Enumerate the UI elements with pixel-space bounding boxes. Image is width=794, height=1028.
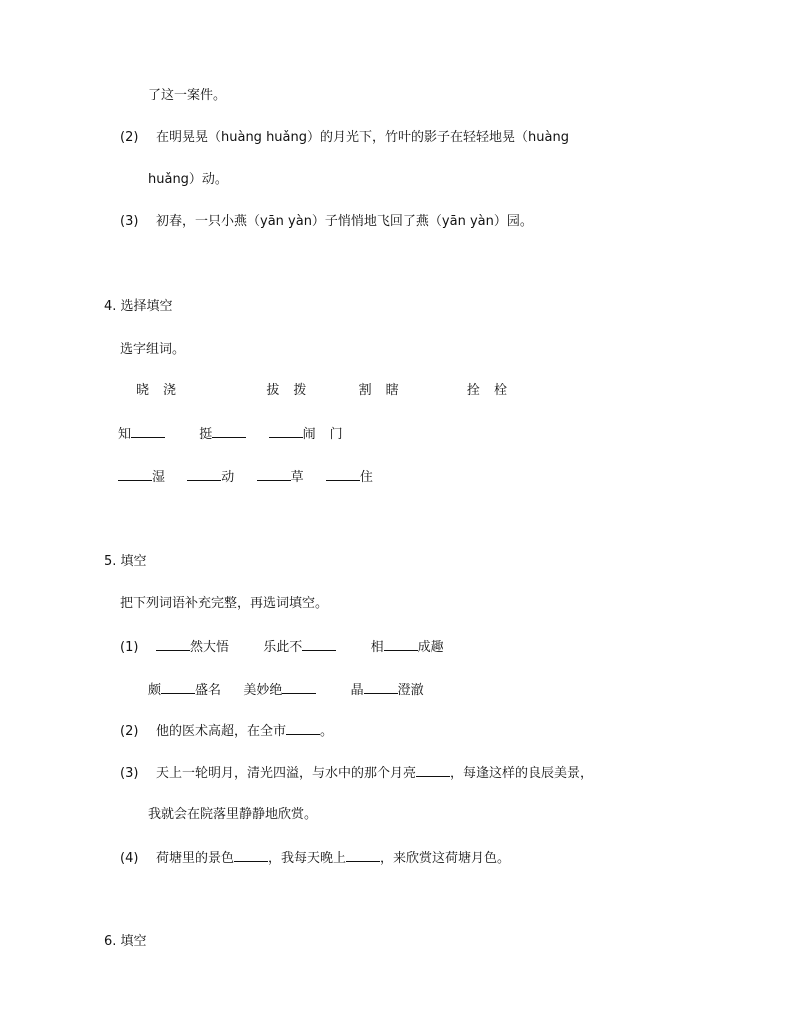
q4-instruction: 选字组词。 (120, 342, 186, 357)
idiom-part: 盛名 (195, 683, 222, 698)
q3-item-2-line2: huǎng）动。 (148, 172, 228, 187)
item-text: ，我每天晚上 (268, 851, 347, 866)
choice-char: 割 (358, 383, 372, 398)
q5-item-3 (120, 762, 593, 784)
fill-blank[interactable] (187, 466, 221, 481)
word-char: 草 (290, 470, 304, 485)
item-text: 。 (320, 724, 334, 739)
word-char: 闹 (302, 427, 316, 442)
fill-blank[interactable] (282, 679, 316, 694)
q3-item-2 (120, 128, 569, 148)
fill-blank[interactable] (234, 847, 268, 862)
item-number: (1) (120, 640, 139, 655)
q5-item-1-row-2 (148, 679, 424, 701)
fill-blank[interactable] (416, 762, 450, 777)
idiom-part: 成趣 (417, 640, 444, 655)
idiom-part: 颇 (148, 683, 162, 698)
idiom-part: 乐此不 (263, 640, 303, 655)
item-text: 天上一轮明月，清光四溢，与水中的那个月亮 (156, 766, 417, 781)
item-text: 他的医术高超，在全市 (156, 724, 287, 739)
word-char: 湿 (152, 470, 166, 485)
fill-blank[interactable] (131, 423, 165, 438)
word-char: 知 (118, 427, 132, 442)
item-number: (4) (120, 851, 139, 866)
word-char: 挺 (199, 427, 213, 442)
fill-blank[interactable] (286, 720, 320, 735)
q5-item-2 (120, 720, 333, 742)
fill-blank[interactable] (156, 636, 190, 651)
choice-char: 拨 (293, 383, 307, 398)
fill-blank[interactable] (118, 466, 152, 481)
item-text: 在明晃晃（huàng huǎng）的月光下，竹叶的影子在轻轻地晃（huàng (156, 130, 569, 145)
choice-char: 瞎 (385, 383, 399, 398)
q5-item-3-line2: 我就会在院落里静静地欣赏。 (148, 807, 318, 822)
q6-heading: 6. 填空 (104, 934, 147, 949)
fill-blank[interactable] (212, 423, 246, 438)
idiom-part: 相 (370, 640, 384, 655)
fill-blank[interactable] (302, 636, 336, 651)
idiom-part: 晶 (350, 683, 364, 698)
choice-char: 拔 (266, 383, 280, 398)
item-text: ，每逢这样的良辰美景， (450, 766, 594, 781)
item-number: (2) (120, 130, 139, 145)
choice-char: 晓 (136, 383, 150, 398)
choice-char: 拴 (466, 383, 480, 398)
item-number: (3) (120, 766, 139, 781)
item-text: 初春，一只小燕（yān yàn）子悄悄地飞回了燕（yān yàn）园。 (156, 214, 533, 229)
item-number: (3) (120, 214, 139, 229)
q3-item-3 (120, 212, 533, 232)
fill-blank[interactable] (161, 679, 195, 694)
fill-blank[interactable] (269, 423, 303, 438)
q3-continuation-line: 了这一案件。 (148, 88, 227, 103)
fill-blank[interactable] (326, 466, 360, 481)
fill-blank[interactable] (257, 466, 291, 481)
word-char: 住 (359, 470, 373, 485)
q5-item-4 (120, 847, 510, 869)
choice-char: 浇 (163, 383, 177, 398)
item-number: (2) (120, 724, 139, 739)
idiom-part: 然大悟 (190, 640, 230, 655)
fill-blank[interactable] (364, 679, 398, 694)
idiom-part: 澄澈 (397, 683, 424, 698)
fill-blank[interactable] (384, 636, 418, 651)
fill-blank[interactable] (346, 847, 380, 862)
choice-char: 栓 (493, 383, 507, 398)
item-text: 荷塘里的景色 (156, 851, 235, 866)
q5-instruction: 把下列词语补充完整，再选词填空。 (120, 596, 329, 611)
word-char: 动 (221, 470, 235, 485)
q4-row-2 (118, 466, 373, 488)
word-char: 门 (329, 427, 343, 442)
q5-item-1-row-1 (120, 636, 444, 658)
q4-character-choices (136, 381, 507, 401)
q4-row-1 (118, 423, 343, 445)
q4-heading: 4. 选择填空 (104, 299, 173, 314)
idiom-part: 美妙绝 (243, 683, 283, 698)
q5-heading: 5. 填空 (104, 554, 147, 569)
item-text: ，来欣赏这荷塘月色。 (380, 851, 511, 866)
